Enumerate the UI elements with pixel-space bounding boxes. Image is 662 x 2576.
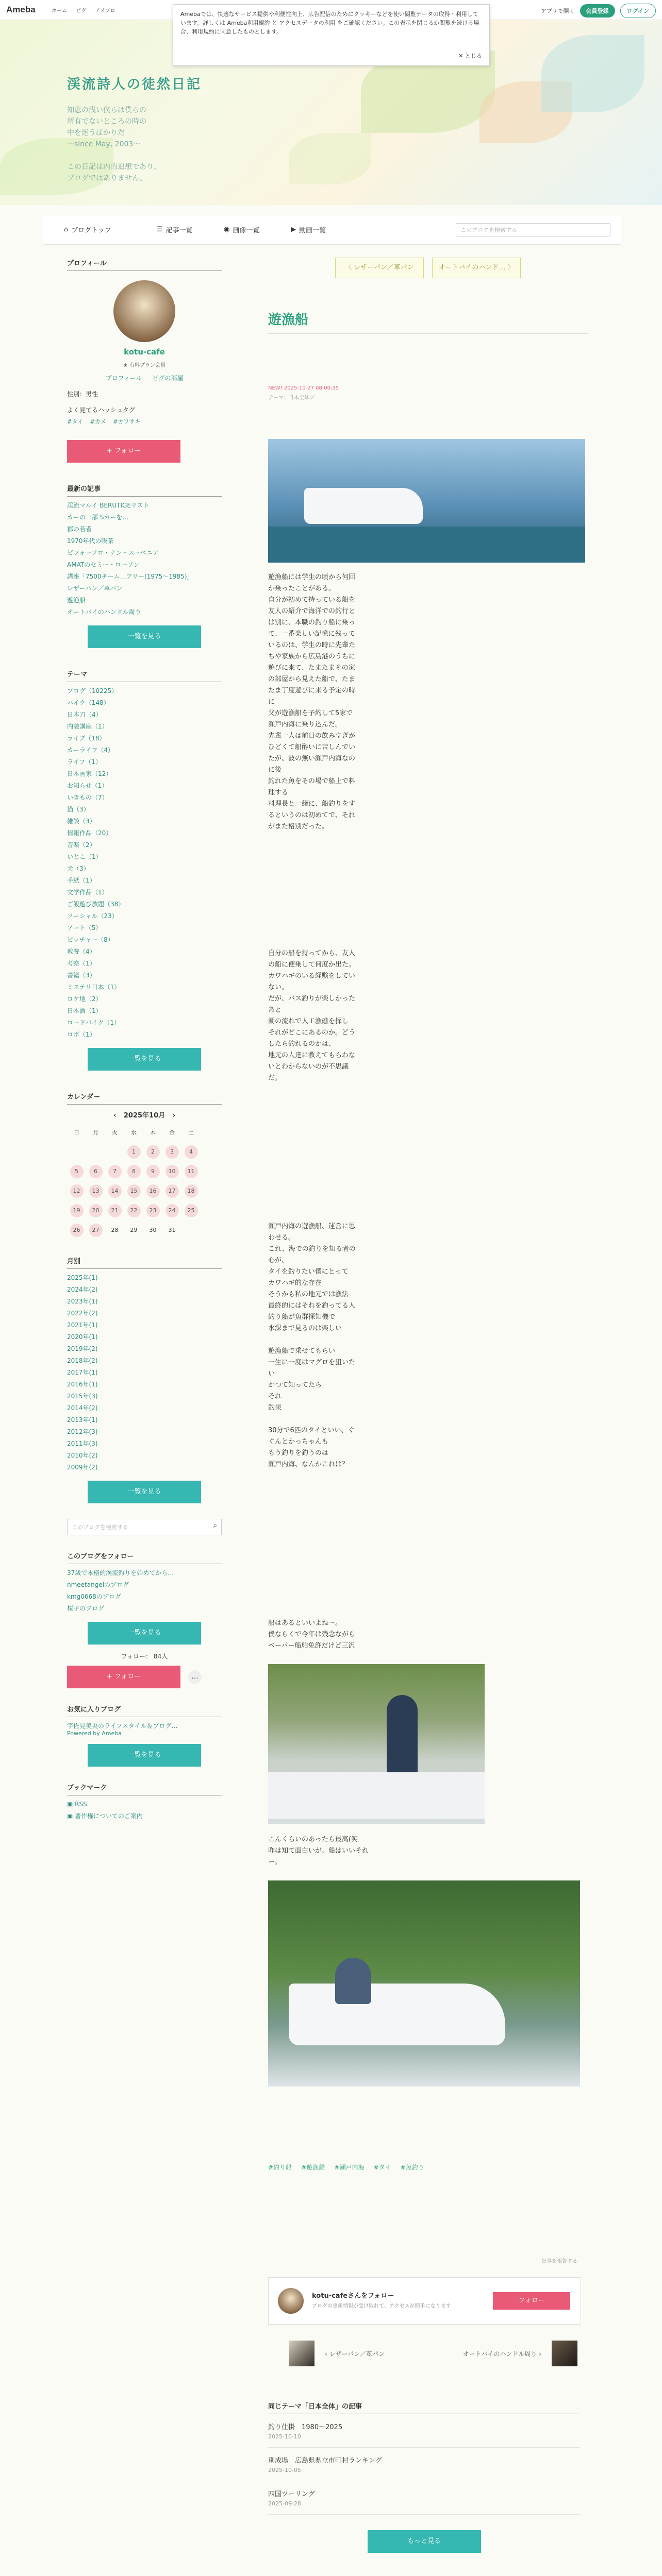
related-heading: 同じテーマ「日本全体」の記事 — [268, 2401, 580, 2414]
weekday-label: 日 — [74, 1129, 79, 1136]
related-item[interactable]: 四国ツーリング 2025-09-28 — [268, 2481, 580, 2515]
recent-item[interactable]: オートバイのハンドル周り — [67, 608, 141, 616]
profile-section — [67, 258, 222, 463]
recent-item[interactable]: AMATのセミー・ローソン — [67, 561, 140, 568]
theme-item[interactable]: ライブ（18） — [67, 735, 106, 742]
entry-neighbors — [289, 2338, 577, 2369]
boat-photo-2[interactable] — [268, 1880, 580, 2087]
boat-shape — [304, 488, 423, 524]
boat-deck-shape — [268, 1772, 485, 1819]
menu-image-list[interactable]: ◉ 画像一覧 — [224, 226, 260, 234]
theme-item[interactable]: いきもの（7） — [67, 794, 108, 801]
profile-tag[interactable]: #カメ — [90, 418, 106, 425]
calendar-day[interactable]: 5 — [70, 1165, 84, 1178]
recent-item[interactable]: 遊漁船 — [67, 597, 86, 604]
calendar-day: 31 — [168, 1227, 176, 1233]
calendar-grid — [67, 1123, 201, 1240]
theme-more-button[interactable]: 一覧を見る — [88, 1048, 201, 1071]
weekday-label: 火 — [112, 1129, 118, 1136]
theme-item[interactable]: 日本刀（4） — [67, 711, 102, 718]
leaf-decoration — [541, 35, 644, 112]
prev-entry-link[interactable]: ‹ レザーパン／革パン — [325, 2350, 385, 2358]
hashtag[interactable]: #遊漁船 — [301, 2164, 325, 2171]
theme-item[interactable]: ブログ（10225） — [67, 687, 118, 694]
follower-count: フォロー： 84人 — [121, 1653, 168, 1660]
main-content — [268, 258, 588, 401]
entry-paragraph: 遊漁船には学生の頃から何回か乗ったことがある。 自分が初めて持っている船を友人の紹介で海洋での釣行とは別に、本職の釣り船に乗って、一番楽しい記憶に残っているのは、学生の時に先輩たちや家族から広島港のうちに遊びに来て、たまたまその家の部屋から見えた船で、たまたま丁度遊びに来る予定の時に 父が遊漁船を予約して5家で瀬戸内海に乗り込んだ。 先輩一人は前日の飲みすぎがひどくて船酔いに苦しんでいたが、波の無い瀬戸内海なのに後 釣れた魚をその場で船上で料理する 料理長と一緒に、船釣りをするというのは初めてで、それがまた格別だった。 — [268, 573, 356, 831]
theme-item[interactable]: 日本画家（12） — [67, 770, 112, 777]
recent-item[interactable]: 1970年代の喫茶 — [67, 537, 114, 545]
recent-item[interactable]: 講座「7500チーム…アリー(1975〜1985)」 — [67, 573, 193, 580]
calendar-day[interactable]: 20 — [89, 1204, 103, 1217]
recent-entries-section — [67, 483, 222, 648]
blog-description: 知恵の浅い僕らは僕らの 所有でないところの時の 中を迷うばかりだ 〜since May, 2003〜 この日記は内的追想であり、 ブログではありません。 — [67, 106, 161, 182]
profile-name[interactable]: kotu-cafe — [124, 347, 165, 357]
calendar-day[interactable]: 3 — [166, 1145, 179, 1159]
calendar-day[interactable]: 18 — [185, 1184, 198, 1198]
archive-item[interactable]: 2019年(2) — [67, 1345, 98, 1352]
calendar-month: 2025年10月 — [123, 1112, 166, 1120]
theme-list — [67, 685, 222, 1041]
calendar-day: 29 — [130, 1227, 138, 1233]
calendar-day[interactable]: 6 — [89, 1165, 103, 1178]
archive-item[interactable]: 2013年(1) — [67, 1416, 98, 1423]
ameba-logo[interactable]: Ameba — [6, 5, 36, 14]
video-icon: ▶ — [291, 226, 296, 233]
copyright-link[interactable]: ▣ 著作権についてのご案内 — [67, 1812, 143, 1820]
theme-item[interactable]: ピッチャー（8） — [67, 936, 114, 943]
side-search-input[interactable]: このブログを検索する — [72, 1524, 128, 1531]
favorite-blogs-section — [67, 1704, 222, 1767]
calendar-day[interactable]: 4 — [185, 1145, 198, 1159]
follow-card-avatar[interactable] — [278, 2288, 304, 2314]
archive-item[interactable]: 2014年(2) — [67, 1404, 98, 1412]
related-section — [268, 2401, 580, 2553]
person-photo[interactable] — [268, 1664, 485, 1824]
boat-shape — [289, 1984, 505, 2045]
menu-video-list[interactable]: ▶ 動画一覧 — [291, 226, 326, 234]
archive-list — [67, 1272, 222, 1473]
archive-item[interactable]: 2024年(2) — [67, 1286, 98, 1293]
calendar-heading: カレンダー — [67, 1091, 222, 1105]
list-icon: ☰ — [157, 226, 163, 233]
theme-item[interactable]: ソーシャル（23） — [67, 912, 118, 920]
entry-paragraph: 自分の船を持ってから、友人の船に便乗して何度か出た。カワハギのいる経験をしていない。 だが、バス釣りが楽しかったあと 潮の流れで人工漁礁を探し それがどこにあるのか。どうしたら釣れるのかは、 地元の人達に教えてもらわないとわからないのが不思議だ。 — [268, 950, 356, 1082]
camera-icon: ◉ — [224, 226, 230, 233]
report-link[interactable]: 記事を報告する — [541, 2259, 577, 2264]
profile-tags — [67, 417, 222, 426]
theme-heading: テーマ — [67, 669, 222, 682]
global-nav — [52, 6, 123, 14]
theme-item[interactable]: ライフ（1） — [67, 758, 102, 766]
related-more-button[interactable]: もっと見る — [368, 2530, 481, 2553]
following-item[interactable]: nmeetangelのブログ — [67, 1581, 129, 1588]
hashtag-label: よく見てるハッシュタグ — [67, 406, 135, 414]
follow-card-title: kotu-cafeさんをフォロー — [312, 2292, 394, 2300]
related-item[interactable]: 釣り仕掛 1980〜2025 2025-10-10 — [268, 2414, 580, 2448]
sidebar — [67, 258, 222, 1822]
theme-item[interactable]: カーライフ（4） — [67, 747, 114, 754]
follow-button[interactable]: + フォロー — [67, 440, 180, 463]
next-thumb[interactable] — [552, 2341, 577, 2366]
favorite-heading: お気に入りブログ — [67, 1704, 222, 1717]
archive-heading: 月別 — [67, 1256, 222, 1269]
theme-item[interactable]: 書籍（3） — [67, 972, 96, 979]
entry-theme[interactable]: テーマ：日本全体ブ — [268, 395, 315, 401]
menu-blog-top[interactable]: ⌂ ブログトップ — [64, 226, 111, 234]
follow-card-sub: ブログの更新情報が受け取れて、アクセスが簡単になります — [312, 2303, 451, 2309]
archive-item[interactable]: 2020年(1) — [67, 1333, 98, 1341]
entry-date: NEW! 2025-10-27 08:00:35 — [268, 385, 339, 391]
archive-item[interactable]: 2018年(2) — [67, 1357, 98, 1364]
theme-item[interactable]: ロケ地（2） — [67, 995, 102, 1003]
entry-paragraph: 瀬戸内海の遊漁船、運営に思わせる。 これ、海での釣りを知る者の心が、 タイを釣りたい僕にとって カワハギ的な存在 そうかも私の地元では漁法 最終的にはそれを釣ってる人 釣り船が魚群探知機で 水深まで見るのは楽しい 遊漁船で乗せてもらい 一生に一度はマグロを狙いたい かつて知ってたら それ 釣果 30分で6匹のタイといい、ぐぐんとかっちゃんも もう釣りを釣うのは 瀬戸内海、なんかこれは？ — [268, 1223, 356, 1468]
calendar-day[interactable]: 13 — [89, 1184, 103, 1198]
theme-section — [67, 669, 222, 1071]
theme-item[interactable]: 犬（3） — [67, 865, 90, 872]
archive-item[interactable]: 2023年(1) — [67, 1298, 98, 1305]
calendar-prev-icon[interactable]: ‹ — [113, 1112, 117, 1120]
theme-item[interactable]: 手紙（1） — [67, 877, 96, 884]
follow-button-2[interactable]: + フォロー — [67, 1666, 180, 1688]
profile-heading: プロフィール — [67, 258, 222, 271]
archive-item[interactable]: 2021年(1) — [67, 1321, 98, 1329]
recent-item[interactable]: 郡の若者 — [67, 526, 92, 533]
archive-item[interactable]: 2009年(2) — [67, 1464, 98, 1471]
archive-item[interactable]: 2017年(1) — [67, 1369, 98, 1376]
calendar-day[interactable]: 15 — [127, 1184, 141, 1198]
theme-item[interactable]: 雑談（3） — [67, 818, 96, 825]
calendar-day[interactable]: 7 — [108, 1165, 122, 1178]
leaf-decoration — [289, 133, 371, 184]
theme-item[interactable]: ロボ（1） — [67, 1031, 96, 1038]
related-item[interactable]: 別成場 広島県県立市町村ランキング 2025-10-05 — [268, 2448, 580, 2481]
theme-item[interactable]: バイク（148） — [67, 699, 110, 706]
following-section — [67, 1551, 222, 1688]
bookmark-section — [67, 1782, 222, 1822]
archive-item[interactable]: 2012年(3) — [67, 1428, 98, 1435]
calendar-day[interactable]: 16 — [146, 1184, 160, 1198]
weekday-label: 木 — [150, 1129, 156, 1136]
nav-pigg[interactable]: ピグ — [76, 8, 87, 14]
profile-gender: 性別：男性 — [67, 391, 98, 398]
theme-item[interactable]: 情報作品（20） — [67, 829, 112, 837]
boat-photo-1[interactable] — [268, 439, 585, 563]
theme-item[interactable]: アート（5） — [67, 924, 102, 931]
entry-title[interactable]: 遊漁船 — [268, 312, 309, 328]
calendar-day[interactable]: 12 — [70, 1184, 84, 1198]
theme-item[interactable]: 教養（4） — [67, 948, 96, 955]
login-button[interactable]: ログイン — [620, 4, 656, 18]
bookmark-list — [67, 1799, 222, 1822]
rss-link[interactable]: ▣ RSS — [67, 1801, 87, 1808]
home-icon: ⌂ — [64, 226, 69, 233]
archive-item[interactable]: 2011年(3) — [67, 1440, 98, 1447]
blog-menu — [43, 215, 621, 245]
weekday-label: 金 — [169, 1129, 175, 1136]
plan-badge: ★ 有料プラン会員 — [123, 363, 166, 368]
hashtag[interactable]: #魚釣り — [400, 2164, 424, 2171]
archive-item[interactable]: 2015年(3) — [67, 1393, 98, 1400]
following-item[interactable]: 37歳で本格的渓流釣りを始めてから… — [67, 1569, 174, 1577]
hashtag[interactable]: #釣り船 — [268, 2164, 292, 2171]
calendar-day[interactable]: 22 — [127, 1204, 141, 1217]
recent-more-button[interactable]: 一覧を見る — [88, 625, 201, 648]
archive-item[interactable]: 2016年(1) — [67, 1381, 98, 1388]
cookie-text: Amebaでは、快適なサービス提供や利便性向上、広告配信のためにクッキーなどを使い閲覧データの取得・利用しています。詳しくは Ameba利用規約 と アクセスデータの利用 をご確認ください。この表示を閉じるか閲覧を続ける場合、利用規約に同意したものとします。 — [180, 11, 479, 35]
profile-avatar[interactable] — [113, 280, 175, 342]
profile-tag[interactable]: #カワサキ — [113, 418, 141, 425]
favorite-more-button[interactable]: 一覧を見る — [88, 1744, 201, 1767]
cookie-close-button[interactable]: ✕ とじる — [458, 53, 482, 59]
theme-item[interactable]: 音楽（2） — [67, 841, 96, 849]
account-actions — [541, 4, 656, 18]
calendar-day: 30 — [149, 1227, 157, 1233]
book-icon: ▣ — [67, 1812, 75, 1820]
following-list — [67, 1567, 222, 1615]
calendar-day[interactable]: 14 — [108, 1184, 122, 1198]
calendar-day[interactable]: 10 — [166, 1165, 179, 1178]
profile-link[interactable]: プロフィール — [105, 375, 142, 382]
theme-item[interactable]: お知らせ（1） — [67, 782, 108, 789]
recent-item[interactable]: ビフォーソロ・ナン・スーベニア — [67, 549, 159, 556]
calendar-day[interactable]: 23 — [146, 1204, 160, 1217]
calendar-day[interactable]: 19 — [70, 1204, 84, 1217]
follow-card — [268, 2277, 581, 2325]
pigg-room-link[interactable]: ピグの部屋 — [152, 375, 184, 382]
recent-item[interactable]: レザーパン／革パン — [67, 585, 123, 592]
recent-heading: 最新の記事 — [67, 483, 222, 497]
theme-item[interactable]: 日本酒（1） — [67, 1007, 102, 1014]
following-item[interactable]: kmg0668のブログ — [67, 1593, 121, 1600]
bookmark-heading: ブックマーク — [67, 1782, 222, 1795]
weekday-label: 月 — [93, 1129, 98, 1136]
follow-card-button[interactable]: フォロー — [493, 2292, 570, 2310]
nav-ameblo[interactable]: アメブロ — [95, 8, 115, 14]
following-heading: このブログをフォロー — [67, 1551, 222, 1564]
side-search[interactable] — [67, 1519, 222, 1535]
theme-item[interactable]: いとこ（1） — [67, 853, 102, 860]
theme-item[interactable]: ご飯遊び放題（38） — [67, 901, 125, 908]
sea-shape — [268, 527, 585, 563]
blog-title[interactable]: 渓流詩人の徒然日記 — [67, 77, 202, 92]
theme-item[interactable]: 文学作品（1） — [67, 889, 108, 896]
calendar-day[interactable]: 24 — [166, 1204, 179, 1217]
hashtag[interactable]: #瀬戸内海 — [334, 2164, 365, 2171]
calendar-day[interactable]: 26 — [70, 1224, 84, 1237]
calendar-day[interactable]: 27 — [89, 1224, 103, 1237]
theme-item[interactable]: 考察（1） — [67, 960, 96, 967]
top-pager — [268, 258, 588, 278]
archive-item[interactable]: 2022年(2) — [67, 1310, 98, 1317]
menu-entry-list[interactable]: ☰ 記事一覧 — [157, 226, 193, 234]
blog-search-input[interactable]: このブログを検索する — [456, 223, 610, 236]
theme-item[interactable]: 内装講座（1） — [67, 723, 108, 730]
photo-caption: こんくらいのあったら最高(笑 昨は知て面白いが、船はいいそれー。 — [268, 1836, 369, 1866]
archive-section — [67, 1256, 222, 1503]
nav-home[interactable]: ホーム — [52, 8, 67, 14]
entry-paragraph: 船はあるといいよね〜。 僕ならくで今年は残念ながら ベーパー船舶免許だけど三沢 — [268, 1619, 356, 1650]
calendar-day: 28 — [111, 1227, 119, 1233]
hashtag[interactable]: #タイ — [373, 2164, 391, 2171]
rss-icon: ▣ — [67, 1801, 75, 1808]
next-entry-button[interactable]: オートバイのハンド… 〉 — [432, 258, 521, 278]
archive-item[interactable]: 2010年(2) — [67, 1452, 98, 1459]
recent-list — [67, 500, 222, 618]
recent-item[interactable]: カーの一部 Sカーを… — [67, 514, 129, 521]
calendar-day[interactable]: 1 — [127, 1145, 141, 1159]
weekday-label: 土 — [188, 1129, 194, 1136]
calendar-section — [67, 1091, 222, 1240]
theme-item[interactable]: ミステリ日本（1） — [67, 984, 121, 991]
profile-tag[interactable]: #タイ — [67, 418, 83, 425]
calendar-day[interactable]: 9 — [146, 1165, 160, 1178]
calendar-day[interactable]: 25 — [185, 1204, 198, 1217]
theme-item[interactable]: 猫（3） — [67, 806, 90, 813]
calendar-day[interactable]: 11 — [185, 1165, 198, 1178]
cookie-notice — [173, 4, 490, 66]
archive-more-button[interactable]: 一覧を見る — [88, 1481, 201, 1503]
register-button[interactable]: 会員登録 — [580, 4, 615, 18]
following-more-button[interactable]: 一覧を見る — [88, 1622, 201, 1645]
open-app-link[interactable]: アプリで開く — [540, 8, 575, 14]
entry-hashtags — [268, 2163, 432, 2172]
more-icon[interactable]: … — [188, 1670, 202, 1684]
favorite-blog-link[interactable]: 宇佐見美央のライフスタイル＆ブログ… — [67, 1722, 178, 1730]
following-item[interactable]: 桜子のブログ — [67, 1605, 105, 1612]
favorite-powered[interactable]: Powered by Ameba — [67, 1730, 122, 1737]
calendar-next-icon[interactable]: › — [172, 1112, 176, 1120]
calendar-day[interactable]: 2 — [146, 1145, 160, 1159]
theme-item[interactable]: ロードバイク（1） — [67, 1019, 121, 1026]
calendar-day[interactable]: 21 — [108, 1204, 122, 1217]
next-entry-link[interactable]: オートバイのハンドル周り › — [462, 2350, 541, 2358]
weekday-label: 水 — [131, 1129, 137, 1136]
recent-item[interactable]: 渓流マルイ BERUTIGEリスト — [67, 502, 150, 509]
search-icon[interactable]: ⌕ — [213, 1522, 217, 1530]
calendar-day[interactable]: 8 — [127, 1165, 141, 1178]
person-shape — [335, 1958, 371, 2004]
calendar-day[interactable]: 17 — [166, 1184, 179, 1198]
archive-item[interactable]: 2025年(1) — [67, 1274, 98, 1281]
prev-thumb[interactable] — [289, 2341, 315, 2366]
prev-entry-button[interactable]: 〈 レザーパン／革パン — [335, 258, 424, 278]
